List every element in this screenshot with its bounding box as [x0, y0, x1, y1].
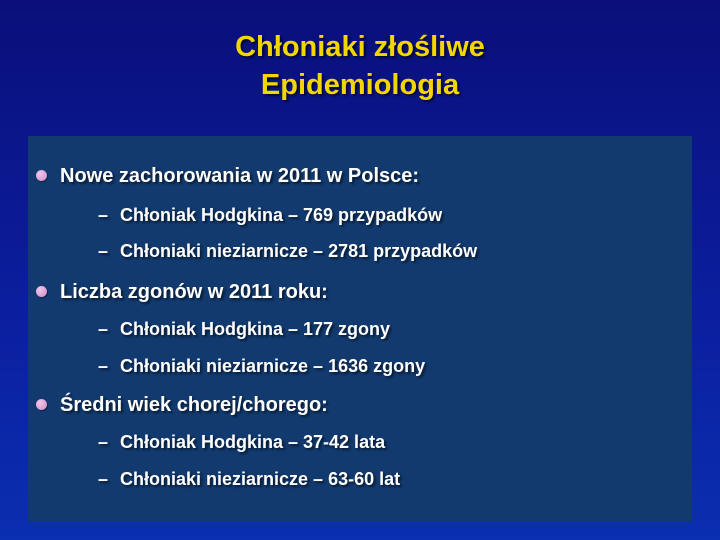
dash-icon: – [98, 205, 109, 225]
sub-item [98, 318, 390, 340]
bullet-new-cases [60, 164, 419, 188]
slide-title [0, 28, 720, 104]
sub-item [98, 240, 477, 262]
sub-item [98, 468, 400, 490]
bullet-label: Nowe zachorowania w 2011 w Polsce: [60, 165, 420, 187]
sub-item-text: Chłoniak Hodgkina – 177 zgony [120, 319, 391, 339]
sub-item [98, 355, 425, 377]
sub-item [98, 204, 442, 226]
sub-item-text: Chłoniak Hodgkina – 37-42 lata [120, 432, 386, 452]
slide-title-line2: Epidemiologia [260, 69, 460, 101]
dash-icon: – [98, 319, 109, 339]
slide-title-line1: Chłoniaki złośliwe [235, 31, 485, 63]
dash-icon: – [98, 356, 109, 376]
bullet-label: Liczba zgonów w 2011 roku: [60, 281, 328, 303]
bullet-deaths [60, 280, 328, 304]
sub-item [98, 431, 385, 453]
bullet-dot-icon [36, 399, 47, 410]
bullet-mean-age [60, 393, 328, 417]
dash-icon: – [98, 469, 109, 489]
bullet-dot-icon [36, 170, 47, 181]
sub-item-text: Chłoniaki nieziarnicze – 1636 zgony [120, 356, 426, 376]
dash-icon: – [98, 241, 109, 261]
sub-item-text: Chłoniaki nieziarnicze – 2781 przypadków [120, 241, 478, 261]
bullet-dot-icon [36, 286, 47, 297]
dash-icon: – [98, 432, 109, 452]
sub-item-text: Chłoniaki nieziarnicze – 63-60 lat [120, 469, 401, 489]
bullet-label: Średni wiek chorej/chorego: [60, 394, 328, 416]
sub-item-text: Chłoniak Hodgkina – 769 przypadków [120, 205, 443, 225]
